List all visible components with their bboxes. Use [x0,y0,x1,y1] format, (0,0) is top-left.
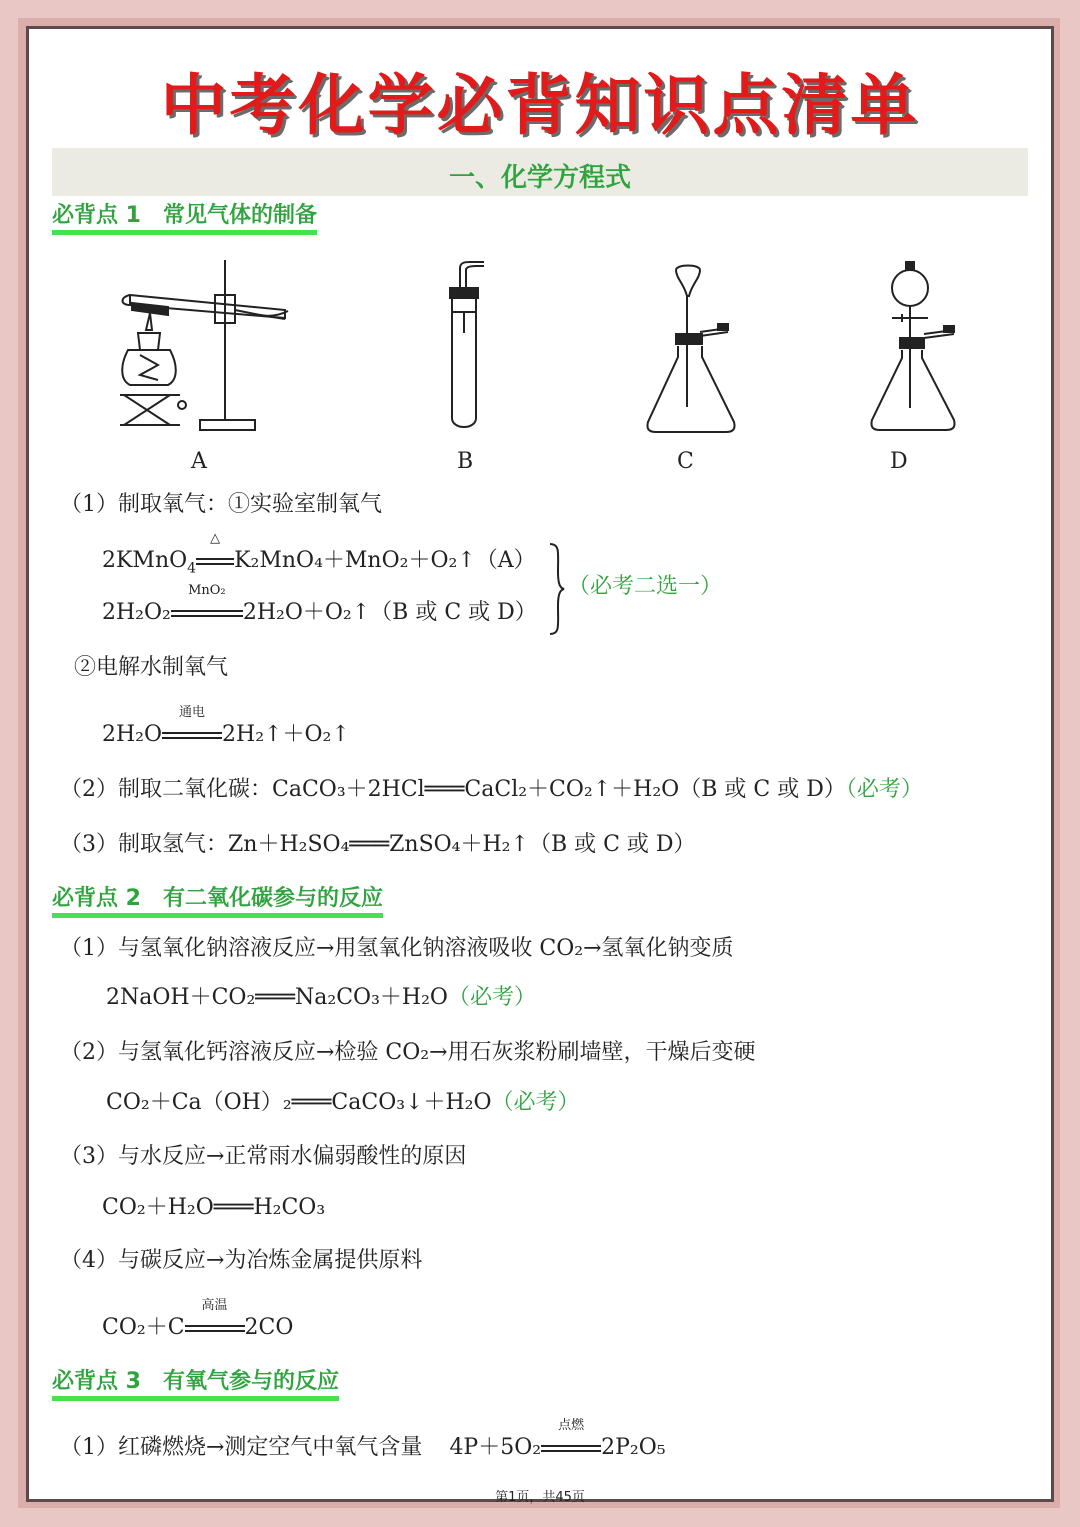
p2-eq4-right: 2CO [244,1315,294,1340]
p3-q1 [60,1418,666,1463]
page-title: 中考化学必背知识点清单 [160,67,920,144]
p3-eq1-left: 4P＋5O₂ [449,1435,542,1460]
p2-eq3-text: CO₂＋H₂O═══H₂CO₃ [102,1195,326,1220]
p1-q2-text: （2）制取二氧化碳：CaCO₃＋2HCl═══CaCl₂＋CO₂↑＋H₂O（B 或 C 或 D） [60,777,846,802]
eq-h2o2-condition: MnO₂ [171,598,243,628]
apparatus-label-b: B [457,449,474,474]
p3-eq1-right: 2P₂O₅ [601,1435,666,1460]
eq-water [102,705,350,750]
document-page [26,26,1054,1502]
apparatus-a-figure [110,255,300,440]
p2-eq1-text: 2NaOH＋CO₂═══Na₂CO₃＋H₂O [106,985,448,1010]
eq-water-right: 2H₂↑＋O₂↑ [222,722,350,747]
apparatus-label-a: A [191,449,207,474]
p3-q1-text: （1）红磷燃烧→测定空气中氧气含量 [60,1435,423,1460]
eq-kmno4-left: 2KMnO [102,548,188,573]
eq-kmno4-condition: △ [196,546,234,576]
eq-h2o2 [102,583,537,628]
p2-eq1 [106,983,536,1013]
apparatus-label-c: C [677,449,694,474]
note-choose-one: （必考二选一） [568,574,723,599]
eq-kmno4: 2KMnO$_4$ △ K₂MnO₄＋MnO₂＋O₂↑（A） [102,531,536,577]
page-footer: 第1页，共45页 [495,1490,585,1505]
point1-heading: 必背点 1 常见气体的制备 [52,202,317,235]
section-band-title: 一、化学方程式 [448,163,631,193]
p2-eq4 [102,1298,294,1343]
right-brace-icon [546,542,566,637]
apparatus-label-d: D [890,449,908,474]
p2-q3-text: （3）与水反应→正常雨水偏弱酸性的原因 [60,1144,467,1169]
eq-water-left: 2H₂O [102,722,163,747]
point3-heading: 必背点 3 有氧气参与的反应 [52,1368,339,1401]
eq-h2o2-right: 2H₂O＋O₂↑（B 或 C 或 D） [242,600,537,625]
apparatus-d-figure [862,258,962,438]
point2-heading: 必背点 2 有二氧化碳参与的反应 [52,885,383,918]
p2-eq2 [106,1088,580,1118]
p2-q1-text: （1）与氢氧化钠溶液反应→用氢氧化钠溶液吸收 CO₂→氢氧化钠变质 [60,936,734,961]
p2-eq2-note: （必考） [491,1090,580,1115]
p2-eq4-condition: 高温 [185,1313,245,1343]
eq-water-condition: 通电 [162,720,222,750]
p2-q4-text: （4）与碳反应→为冶炼金属提供原料 [60,1248,423,1273]
p3-eq1-condition: 点燃 [541,1433,601,1463]
p1-q3-text: （3）制取氢气：Zn＋H₂SO₄═══ZnSO₄＋H₂↑（B 或 C 或 D） [60,832,696,857]
apparatus-b-figure [440,258,500,438]
p1-q2 [60,775,923,805]
apparatus-c-figure [640,262,740,438]
p2-eq1-note: （必考） [447,985,536,1010]
p1-q1-text: （1）制取氧气：①实验室制氧气 [60,492,382,517]
p2-eq2-text: CO₂＋Ca（OH）₂═══CaCO₃↓＋H₂O [106,1090,492,1115]
eq-h2o2-left: 2H₂O₂ [102,600,171,625]
p1-q1b-text: ②电解水制氧气 [74,655,229,680]
p1-q2-note: （必考） [845,777,923,802]
eq-kmno4-right: K₂MnO₄＋MnO₂＋O₂↑（A） [234,548,536,573]
p2-q2-text: （2）与氢氧化钙溶液反应→检验 CO₂→用石灰浆粉刷墙壁，干燥后变硬 [60,1040,756,1065]
p2-eq4-left: CO₂＋C [102,1315,185,1340]
